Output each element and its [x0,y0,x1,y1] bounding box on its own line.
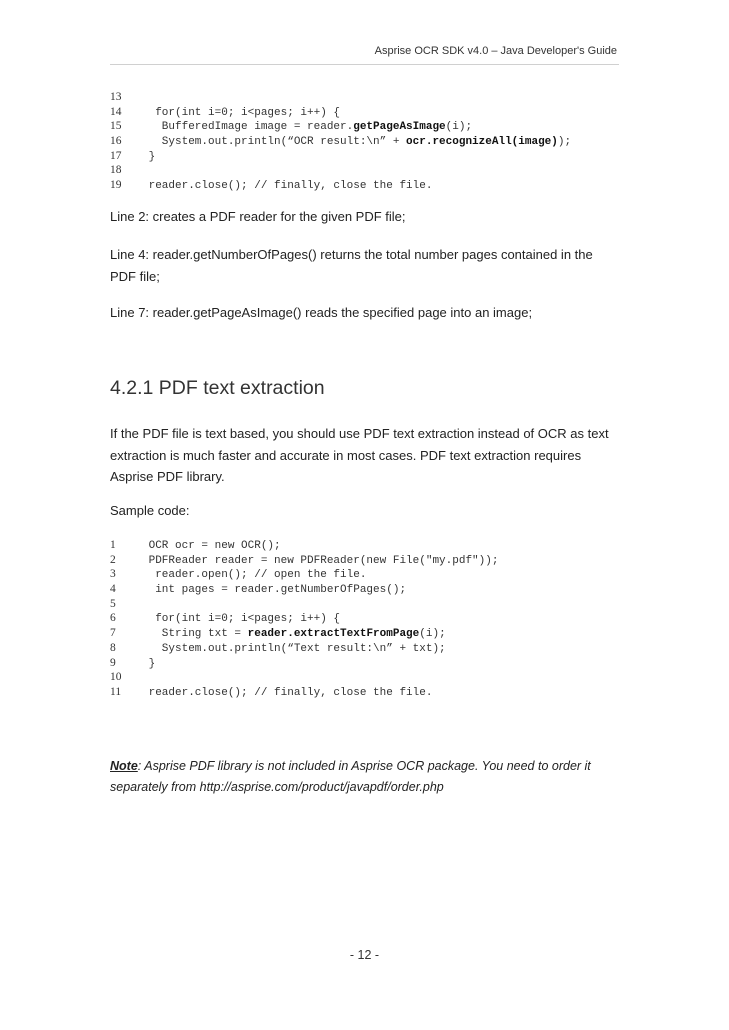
page-number: - 12 - [349,948,380,962]
code-line [110,597,498,612]
line-number: 8 [110,641,116,654]
code-line: 3 reader.open(); // open the file. [110,568,367,582]
header-divider [110,64,619,65]
note-text: : Asprise PDF library is not included in Asprise OCR package. You need to order it separately from http://asprise.com/product/javapdf/order.php [110,759,591,794]
paragraph-line-4: Line 4: reader.getNumberOfPages() returns the total number pages contained in the PDF file; [110,247,593,284]
line-number: 15 [110,120,122,133]
line-number: 2 [110,553,116,566]
code-line [110,163,571,178]
code-line: 7 String txt = reader.extractTextFromPage(i); [110,627,446,641]
code-block-top [110,90,571,193]
code-line: 1 OCR ocr = new OCR(); [110,539,281,552]
line-number: 4 [110,583,116,596]
code-line: 9 } [110,656,156,670]
line-number: 3 [110,568,116,581]
code-block-bottom [110,538,498,700]
code-line [110,670,498,685]
note-label: Note [110,759,138,773]
paragraph-sample-code: Sample code: [110,503,190,518]
page-header: Asprise OCR SDK v4.0 – Java Developer's Guide [374,45,617,57]
code-line: 19 reader.close(); // finally, close the file. [110,179,433,193]
code-line: 8 System.out.println(“Text result:\n” + txt); [110,641,446,655]
line-number: 10 [110,671,122,684]
paragraph-line-7: Line 7: reader.getPageAsImage() reads the specified page into an image; [110,305,533,320]
code-line: 15 BufferedImage image = reader.getPageAsImage(i); [110,120,473,134]
code-line: 6 for(int i=0; i<pages; i++) { [110,612,341,626]
code-line: 16 System.out.println(“OCR result:\n” + ocr.recognizeAll(image)); [110,135,572,149]
code-line: 17 } [110,149,156,163]
code-line: 4 int pages = reader.getNumberOfPages(); [110,583,407,597]
code-line [110,90,571,105]
line-number: 16 [110,135,122,148]
line-number: 1 [110,539,116,551]
paragraph-line-2: Line 2: creates a PDF reader for the given PDF file; [110,209,406,224]
line-number: 11 [110,685,122,698]
note-paragraph [110,756,630,798]
code-line: 14 for(int i=0; i<pages; i++) { [110,105,341,119]
line-number: 18 [110,164,122,177]
code-line: 11 reader.close(); // finally, close the file. [110,685,433,699]
line-number: 9 [110,656,116,669]
section-heading: 4.2.1 PDF text extraction [110,377,325,399]
code-line: 2 PDFReader reader = new PDFReader(new File("my.pdf")); [110,553,499,567]
paragraph-intro: If the PDF file is text based, you should use PDF text extraction instead of OCR as text extraction is much faster and accurate in most cases. PDF text extraction requires Asprise PDF library. [110,426,609,484]
line-number: 14 [110,105,122,118]
line-number: 6 [110,612,116,625]
line-number: 17 [110,149,122,162]
line-number: 19 [110,179,122,192]
line-number: 5 [110,597,116,610]
line-number: 7 [110,627,116,640]
line-number: 13 [110,91,122,103]
